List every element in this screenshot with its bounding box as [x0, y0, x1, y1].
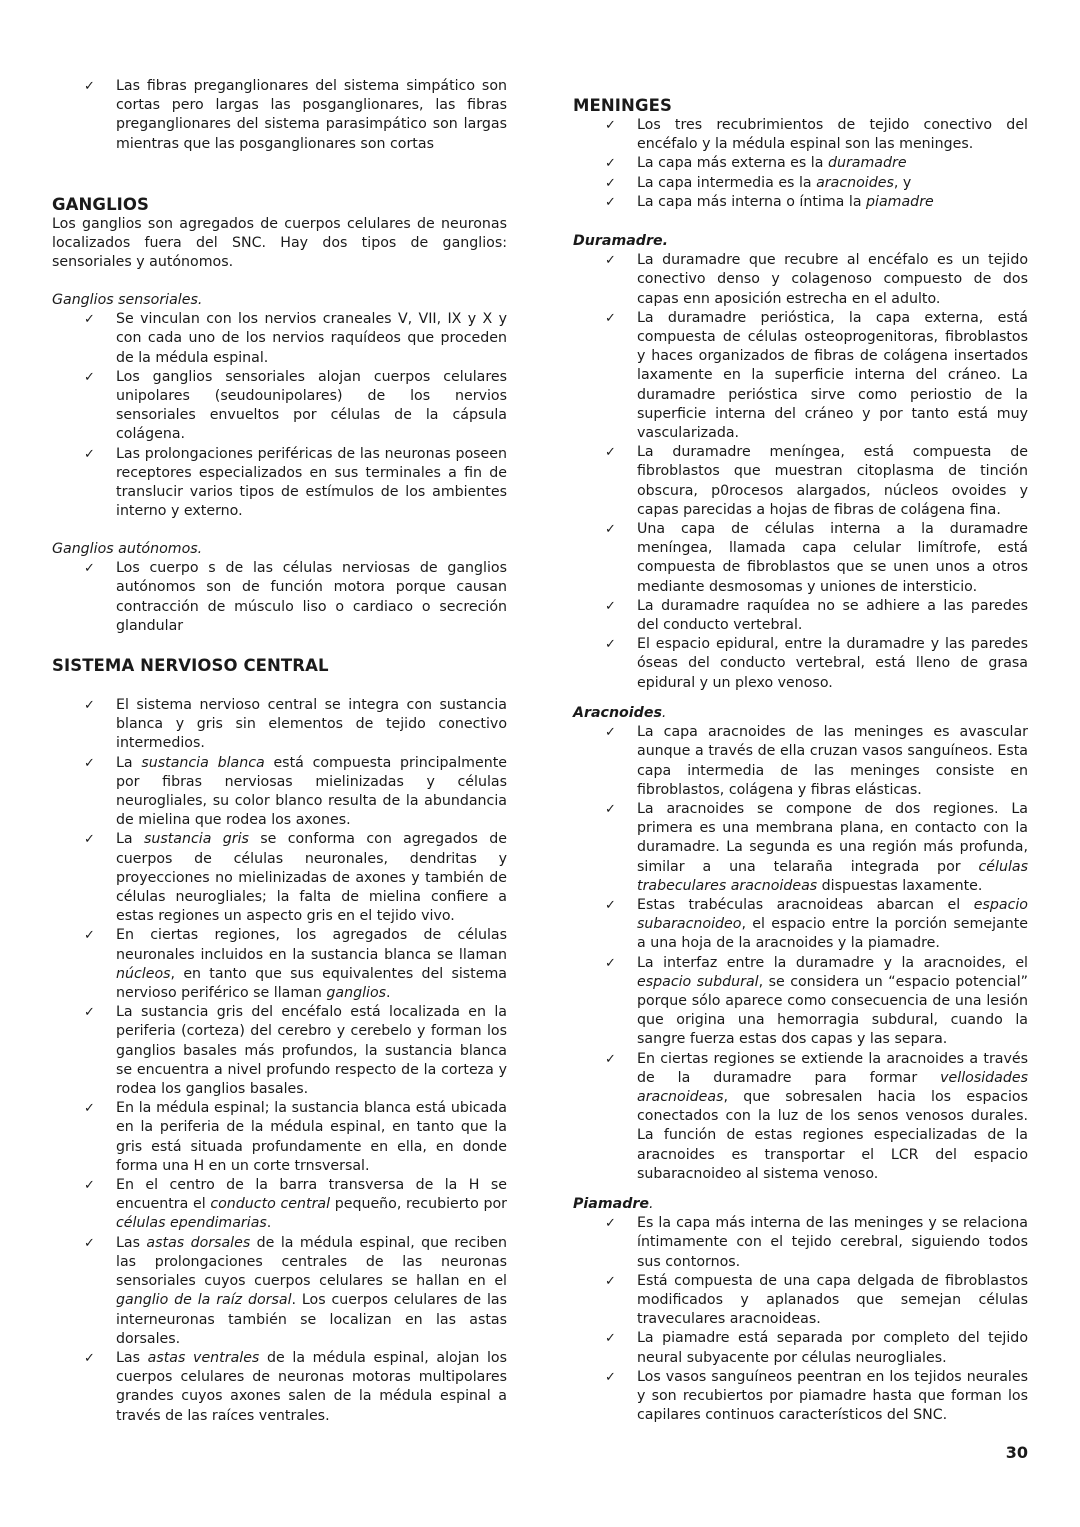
checkmark-icon: ✓ [605, 637, 616, 653]
list-item: ✓ En el centro de la barra transversa de la H se encuentra el conducto central pequeño, recubierto por células ependimarias. [84, 1177, 508, 1232]
checkmark-icon: ✓ [605, 156, 616, 172]
checkmark-icon: ✓ [84, 928, 95, 944]
snc-section [52, 656, 507, 1426]
ganglios-intro: Los ganglios son agregados de cuerpos celulares de neuronas localizados fuera del SNC. Hay dos tipos de ganglios: sensoriales y autónomos. [52, 216, 507, 271]
intro-block [52, 77, 507, 154]
list-item: ✓ La sustancia blanca está compuesta principalmente por fibras nerviosas mielinizadas y células neurogliales, su color blanco resulta de la abundancia de mielina que rodea los axones. [84, 754, 507, 829]
list-item: ✓ Los ganglios sensoriales alojan cuerpos celulares unipolares (seudounipolares) de los nervios sensoriales envueltos por células de la cápsula colágena. [84, 368, 507, 443]
checkmark-icon: ✓ [84, 369, 95, 385]
checkmark-icon: ✓ [605, 725, 616, 741]
list-item: ✓ Los vasos sanguíneos peentran en los tejidos neurales y son recubiertos por piamadre hasta que forman los capilares continuos característicos del SNC. [605, 1368, 1028, 1424]
ganglios-section [52, 195, 507, 273]
list-item: ✓ Una capa de células interna a la duramadre meníngea, llamada capa celular limítrofe, está compuesta de fibroblastos que se unen unos a otros mediante desmosomas y uniones de intersticio. [605, 521, 1028, 595]
checkmark-icon: ✓ [605, 1216, 616, 1232]
subtitle-ganglios-autonomos: Ganglios autónomos. [52, 541, 203, 557]
checkmark-icon: ✓ [605, 194, 616, 210]
checkmark-icon: ✓ [84, 312, 95, 328]
subtitle-duramadre: Duramadre. [573, 233, 668, 249]
checkmark-icon: ✓ [84, 1350, 95, 1366]
page-number: 30 [1005, 1443, 1028, 1462]
checkmark-icon: ✓ [605, 1331, 616, 1347]
checkmark-icon: ✓ [605, 1369, 616, 1385]
list-item: ✓ La capa más interna o íntima la piamadre [573, 193, 1028, 212]
checkmark-icon: ✓ [84, 1178, 95, 1194]
list-item: ✓ Los tres recubrimientos de tejido conectivo del encéfalo y la médula espinal son las meninges. [605, 117, 1028, 153]
list-item: ✓ La duramadre que recubre al encéfalo es un tejido conectivo denso y colagenoso compuesto de dos capas enn aposición estrecha en el adulto. [605, 252, 1028, 307]
piamadre-section [573, 1195, 1028, 1425]
checkmark-icon: ✓ [605, 955, 616, 971]
checkmark-icon: ✓ [605, 1051, 616, 1067]
list-item: ✓ Se vinculan con los nervios craneales V, VII, IX y X y con cada uno de los nervios raquídeos que proceden de la médula espinal. [84, 311, 507, 366]
list-item: ✓ La duramadre meníngea, está compuesta de fibroblastos que muestran citoplasma de tinción obscura, p0rocesos alargados, núcleos ovoides y capas parecidas a hojas de fibras de colágena fina. [605, 444, 1028, 518]
checkmark-icon: ✓ [605, 598, 616, 614]
checkmark-icon: ✓ [84, 561, 95, 577]
list-item: ✓ El espacio epidural, entre la duramadre y las paredes óseas del conducto vertebral, está lleno de grasa epidural y un plexo venoso. [605, 636, 1028, 691]
checkmark-icon: ✓ [605, 253, 616, 269]
checkmark-icon: ✓ [605, 522, 616, 538]
checkmark-icon: ✓ [84, 446, 95, 462]
list-item: ✓ Está compuesta de una capa delgada de fibroblastos modificados y aplanados que semejan células traveculares aracnoideas. [605, 1272, 1028, 1328]
list-item: ✓ En ciertas regiones se extiende la aracnoides a través de la duramadre para formar vellosidades aracnoideas, que sobresalen hacia los espacios conectados con la luz de los senos venosos durales. La función de estas regiones especializadas de la aracnoides es transportar el LCR del espacio subaracnoideo al sistema venoso. [605, 1050, 1028, 1182]
checkmark-icon: ✓ [605, 898, 616, 914]
list-item: ✓ Las fibras preganglionares del sistema simpático son cortas pero largas las posganglionares, las fibras preganglionares del sistema parasimpático son largas mientras que las posganglionares son cortas [84, 78, 507, 152]
autonomos-list [52, 559, 507, 636]
ganglios-sensoriales [52, 291, 507, 521]
list-item: ✓ La sustancia gris se conforma con agregados de cuerpos de células neuronales, dendritas y proyecciones no mielinizadas de axones y también de células neurogliales; la falta de mielina confiere a estas regiones un aspecto gris en el tejido vivo. [84, 831, 507, 925]
section-title-ganglios: GANGLIOS [52, 195, 150, 214]
list-item: ✓ La capa más externa es la duramadre [573, 154, 1028, 173]
checkmark-icon: ✓ [605, 802, 616, 818]
checkmark-icon: ✓ [605, 1273, 616, 1289]
list-item: ✓ Estas trabéculas aracnoideas abarcan el espacio subaracnoideo, el espacio entre la porción semejante a una hoja de la aracnoides y la piamadre. [605, 897, 1028, 952]
list-item: ✓ Las astas ventrales de la médula espinal, alojan los cuerpos celulares de neuronas motoras multipolares grandes cuyos axones salen de la médula espinal a través de las raíces ventrales. [84, 1349, 508, 1424]
checkmark-icon: ✓ [84, 832, 95, 848]
subtitle-aracnoides: Aracnoides. [573, 705, 667, 721]
checkmark-icon: ✓ [605, 175, 616, 191]
checkmark-icon: ✓ [84, 1005, 95, 1021]
section-title-meninges: MENINGES [573, 96, 672, 115]
duramadre-list [573, 251, 1028, 693]
snc-list [52, 696, 507, 1426]
checkmark-icon: ✓ [605, 310, 616, 326]
duramadre-section [573, 232, 1028, 693]
list-item: ✓ La capa aracnoides de las meninges es avascular aunque a través de ella cruzan vasos sanguíneos. Esta capa intermedia de las meninges consiste en fibroblastos, colágena y fibras elásticas. [605, 724, 1028, 798]
aracnoides-section [573, 704, 1028, 1184]
list-item: ✓ Es la capa más interna de las meninges y se relaciona íntimamente con el tejido cerebral, siguiendo todos sus contornos. [605, 1215, 1028, 1270]
list-item: ✓ En ciertas regiones, los agregados de células neuronales incluidos en la sustancia blanca se llaman núcleos, en tanto que sus equivalentes del sistema nervioso periférico se llaman ganglios. [84, 927, 507, 1002]
meninges-list [573, 116, 1028, 212]
checkmark-icon: ✓ [84, 755, 95, 771]
list-item: ✓ Las prolongaciones periféricas de las neuronas poseen receptores especializados en sus terminales a fin de translucir varios tipos de estímulos de los ambientes interno y externo. [84, 445, 507, 520]
list-item: ✓ La interfaz entre la duramadre y la aracnoides, el espacio subdural, se considera un “espacio potencial” porque sólo aparece como consecuencia de una lesión que origina una hemorragia subdural, cuando la sangre fuerza estas dos capas y las separa. [605, 954, 1028, 1048]
subtitle-ganglios-sensoriales: Ganglios sensoriales. [52, 292, 203, 308]
meninges-section [573, 96, 1028, 212]
checkmark-icon: ✓ [605, 445, 616, 461]
aracnoides-list [573, 723, 1028, 1184]
ganglios-autonomos [52, 540, 507, 636]
list-item: ✓ La aracnoides se compone de dos regiones. La primera es una membrana plana, en contacto con la duramadre. La segunda es una región más profunda, similar a una telaraña integrada por células trabeculares aracnoideas dispuestas laxamente. [605, 801, 1028, 894]
list-item: ✓ En la médula espinal; la sustancia blanca está ubicada en la periferia de la médula espinal, en tanto que la gris está situada profundamente en ella, en donde forma una H en un corte trnsversal. [84, 1100, 507, 1174]
list-item: ✓ La capa intermedia es la aracnoides, y [573, 174, 1028, 193]
checkmark-icon: ✓ [84, 698, 95, 713]
checkmark-icon: ✓ [84, 1101, 95, 1117]
list-item: ✓ El sistema nervioso central se integra con sustancia blanca y gris sin elementos de tejido conectivo intermedios. [84, 697, 507, 752]
list-item: ✓ Los cuerpo s de las células nerviosas de ganglios autónomos son de función motora porque causan contracción de músculo liso o cardiaco o secreción glandular [84, 560, 507, 634]
piamadre-list [573, 1214, 1028, 1425]
list-item: ✓ La sustancia gris del encéfalo está localizada en la periferia (corteza) del cerebro y cerebelo y forman los ganglios basales más profundos, la sustancia blanca se encuentra a nivel profundo respecto de la corteza y rodea los ganglios basales. [84, 1004, 507, 1098]
list-item: ✓ La piamadre está separada por completo del tejido neural subyacente por células neurogliales. [605, 1330, 1028, 1366]
checkmark-icon: ✓ [605, 118, 616, 133]
list-item: ✓ La duramadre perióstica, la capa externa, está compuesta de células osteoprogenitoras, fibroblastos y haces organizados de fibras de colágena insertados laxamente en la superficie interna del cráneo. La duramadre perióstica sirve como periostio de la superficie interna del cráneo y por tanto está muy vascularizada. [605, 309, 1028, 442]
checkmark-icon: ✓ [84, 79, 95, 94]
sensoriales-list [52, 310, 507, 521]
subtitle-piamadre: Piamadre. [573, 1196, 654, 1212]
checkmark-icon: ✓ [84, 1235, 95, 1251]
intro-list [52, 77, 507, 154]
section-title-snc: SISTEMA NERVIOSO CENTRAL [52, 656, 329, 675]
list-item: ✓ Las astas dorsales de la médula espinal, que reciben las prolongaciones centrales de las neuronas sensoriales cuyos cuerpos celulares se hallan en el ganglio de la raíz dorsal. Los cuerpos celulares de las interneuronas también se localizan en las astas dorsales. [84, 1234, 507, 1347]
list-item: ✓ La duramadre raquídea no se adhiere a las paredes del conducto vertebral. [605, 597, 1028, 634]
